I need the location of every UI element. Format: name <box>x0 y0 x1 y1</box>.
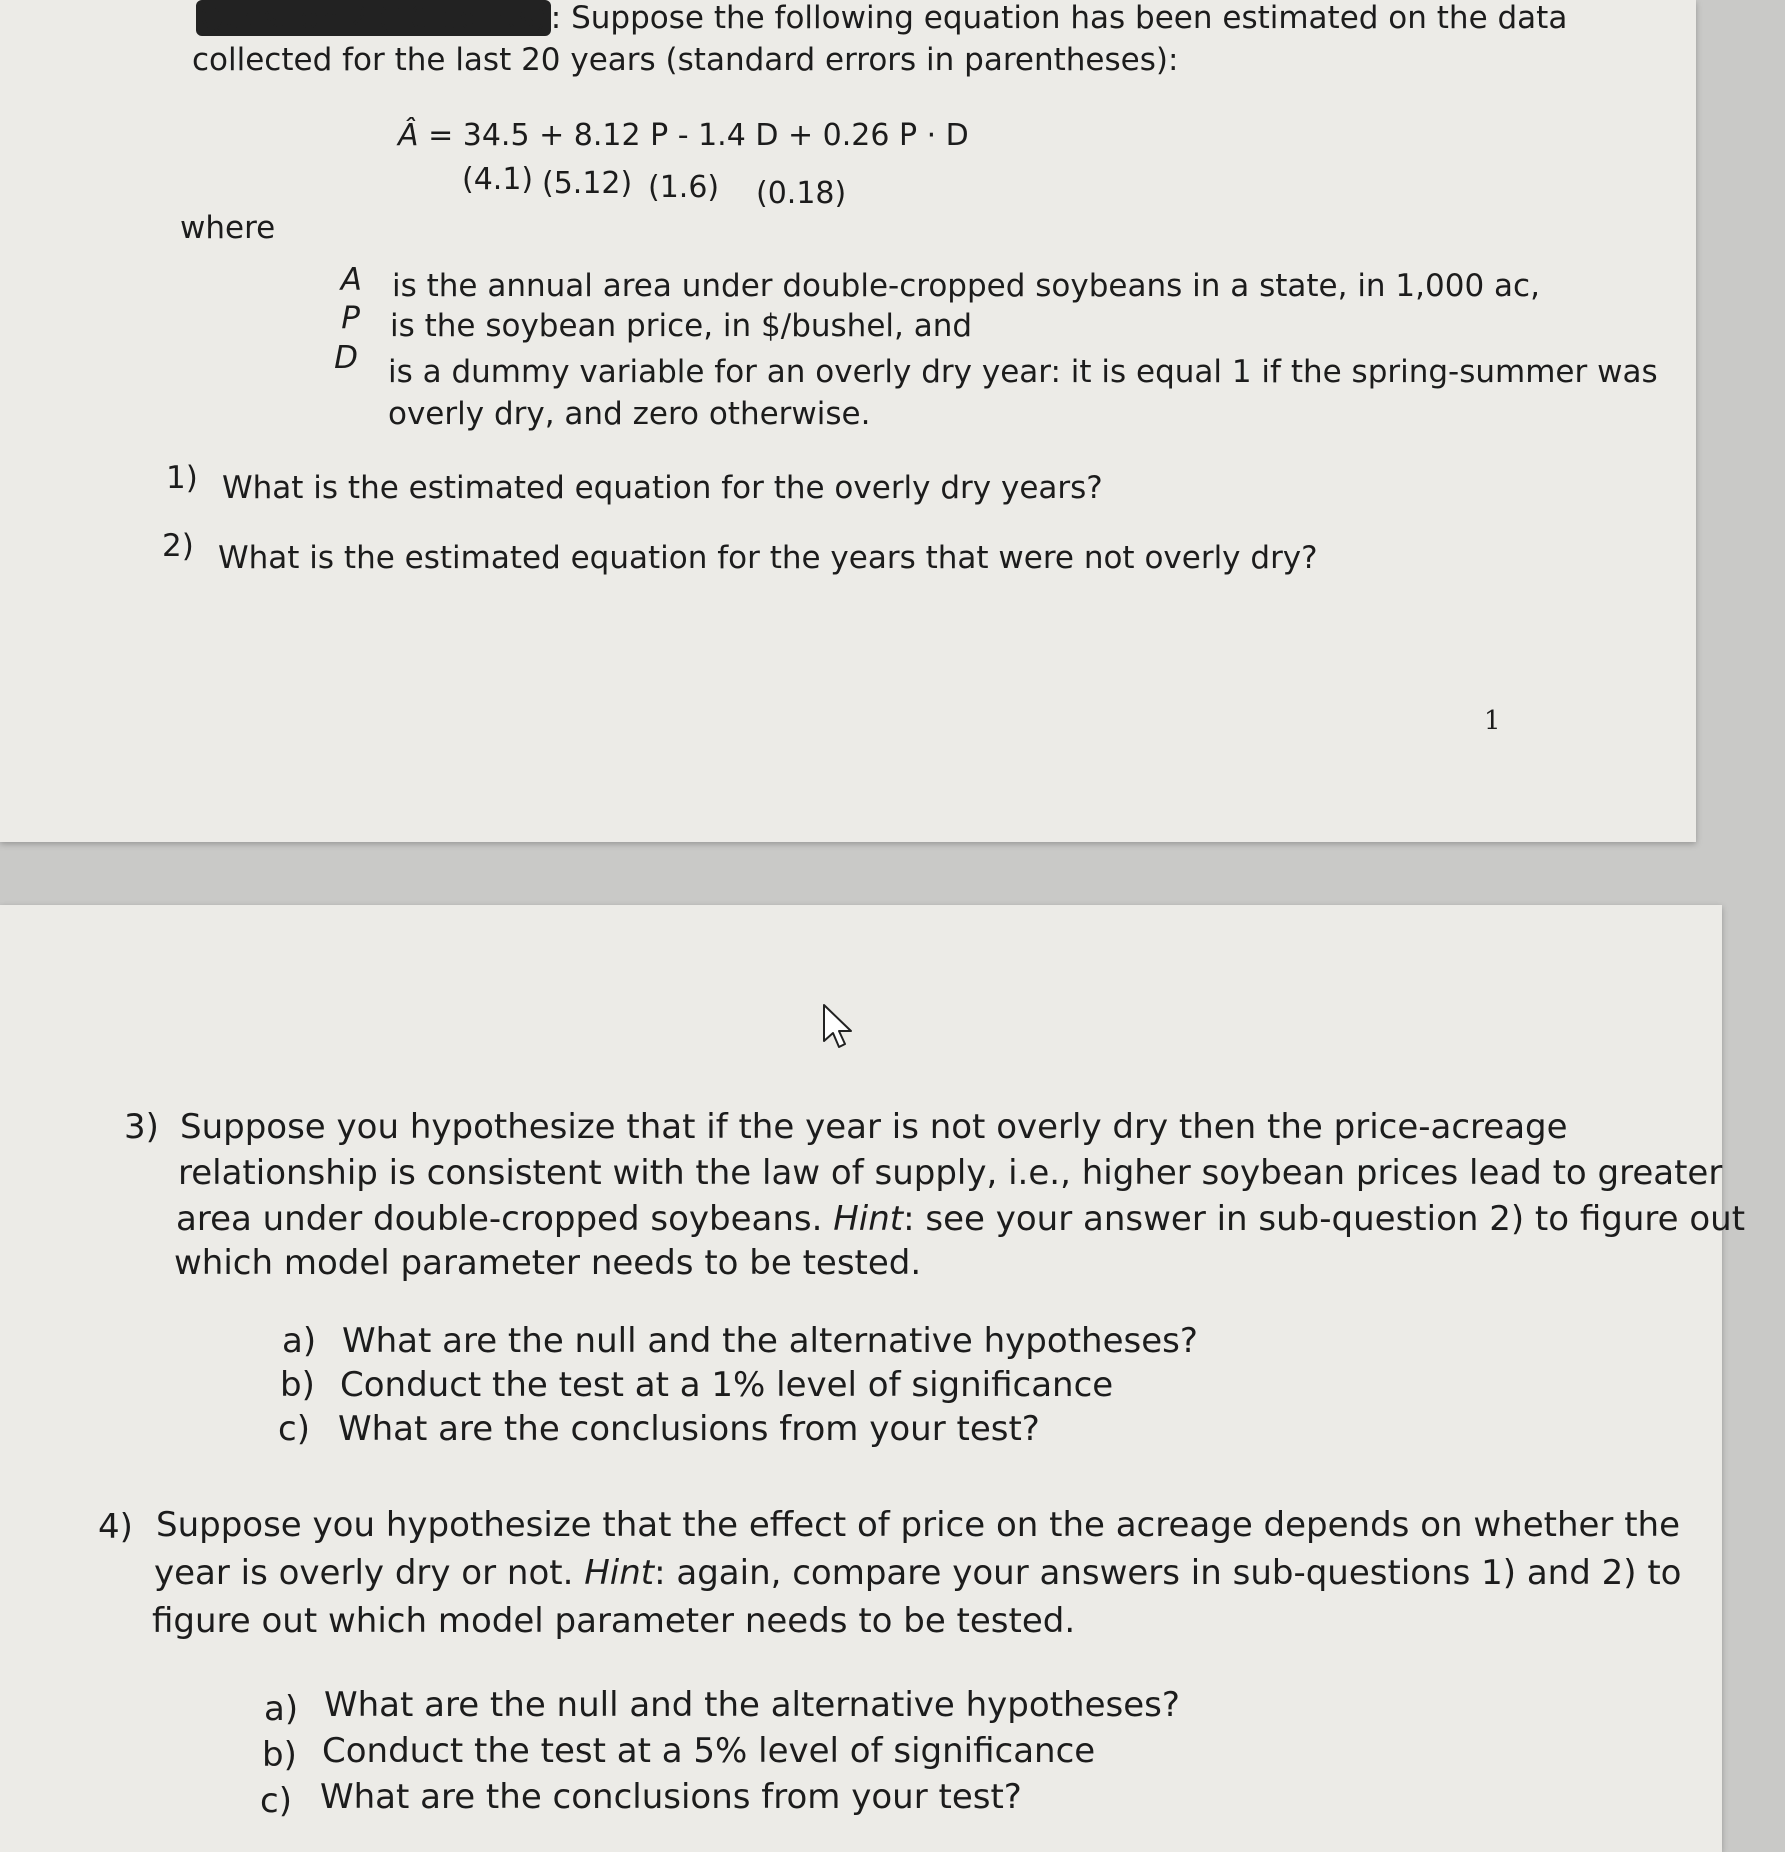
mouse-pointer-icon <box>822 1003 856 1051</box>
standard-error-dummy: (1.6) <box>648 170 720 205</box>
sub-question-text: Conduct the test at a 1% level of significance <box>340 1365 1114 1405</box>
hint-label: Hint <box>833 1199 904 1239</box>
equation-lhs: Â <box>398 118 419 153</box>
sub-question-text: What are the null and the alternative hypotheses? <box>342 1321 1198 1361</box>
question-3-hint-line <box>176 1197 1745 1243</box>
variable-definition: is the soybean price, in $/bushel, and <box>390 308 973 344</box>
question-4-line2-end: : again, compare your answers in sub-questions 1) and 2) to <box>654 1553 1682 1593</box>
question-4-line2-start: year is overly dry or not. <box>154 1553 585 1593</box>
question-2-text: What is the estimated equation for the years that were not overly dry? <box>218 540 1318 576</box>
sub-question-text: Conduct the test at a 5% level of significance <box>322 1731 1096 1771</box>
equation-rhs: = 34.5 + 8.12 P - 1.4 D + 0.26 P · D <box>418 118 969 153</box>
sub-question-letter: b) <box>280 1365 315 1405</box>
question-4-line: Suppose you hypothesize that the effect of price on the acreage depends on whether the <box>156 1505 1681 1545</box>
redacted-heading: Question 2 (10 points) <box>196 0 551 36</box>
sub-question-letter: a) <box>282 1321 317 1361</box>
question-heading <box>196 0 1567 37</box>
question-1-text: What is the estimated equation for the overly dry years? <box>222 470 1103 506</box>
question-3-line3-start: area under double-cropped soybeans. <box>176 1199 834 1239</box>
intro-line-2: collected for the last 20 years (standard errors in parentheses): <box>192 42 1179 78</box>
question-3-line: which model parameter needs to be tested. <box>174 1243 922 1283</box>
sub-question-letter: a) <box>264 1689 299 1729</box>
sub-question-letter: c) <box>260 1781 292 1821</box>
question-3-number: 3) <box>124 1107 159 1147</box>
sub-question-letter: c) <box>278 1409 310 1449</box>
page-number: 1 <box>1484 706 1501 736</box>
standard-error-interaction: (0.18) <box>756 176 847 211</box>
variable-definition: is a dummy variable for an overly dry year: it is equal 1 if the spring-summer was <box>388 354 1658 390</box>
question-4-line: figure out which model parameter needs to be tested. <box>152 1601 1076 1641</box>
variable-definition-continued: overly dry, and zero otherwise. <box>388 396 871 432</box>
standard-error-intercept: (4.1) <box>462 162 534 197</box>
hint-label: Hint <box>584 1553 655 1593</box>
estimated-equation <box>398 118 969 153</box>
document-page-2 <box>0 905 1746 1852</box>
question-3-line: relationship is consistent with the law of supply, i.e., higher soybean prices lead to greater <box>178 1153 1723 1193</box>
sub-question-text: What are the null and the alternative hypotheses? <box>324 1685 1180 1725</box>
sub-question-letter: b) <box>262 1735 297 1775</box>
where-label: where <box>180 210 276 246</box>
intro-line-1: : Suppose the following equation has been estimated on the data <box>550 0 1568 36</box>
question-3-line3-end: : see your answer in sub-question 2) to figure out <box>903 1199 1746 1239</box>
sub-question-text: What are the conclusions from your test? <box>338 1409 1040 1449</box>
variable-symbol: P <box>341 300 360 336</box>
variable-symbol: A <box>340 262 362 298</box>
question-1-number: 1) <box>166 460 198 496</box>
question-3-line: Suppose you hypothesize that if the year is not overly dry then the price-acreage <box>180 1107 1568 1147</box>
sub-question-text: What are the conclusions from your test? <box>320 1777 1022 1817</box>
question-4-hint-line <box>154 1551 1681 1597</box>
question-4-number: 4) <box>98 1507 133 1547</box>
variable-definition: is the annual area under double-cropped soybeans in a state, in 1,000 ac, <box>392 268 1540 304</box>
variable-symbol: D <box>334 340 358 376</box>
document-page-1 <box>0 0 1696 842</box>
question-2-number: 2) <box>162 528 194 564</box>
standard-error-price: (5.12) <box>542 166 633 201</box>
